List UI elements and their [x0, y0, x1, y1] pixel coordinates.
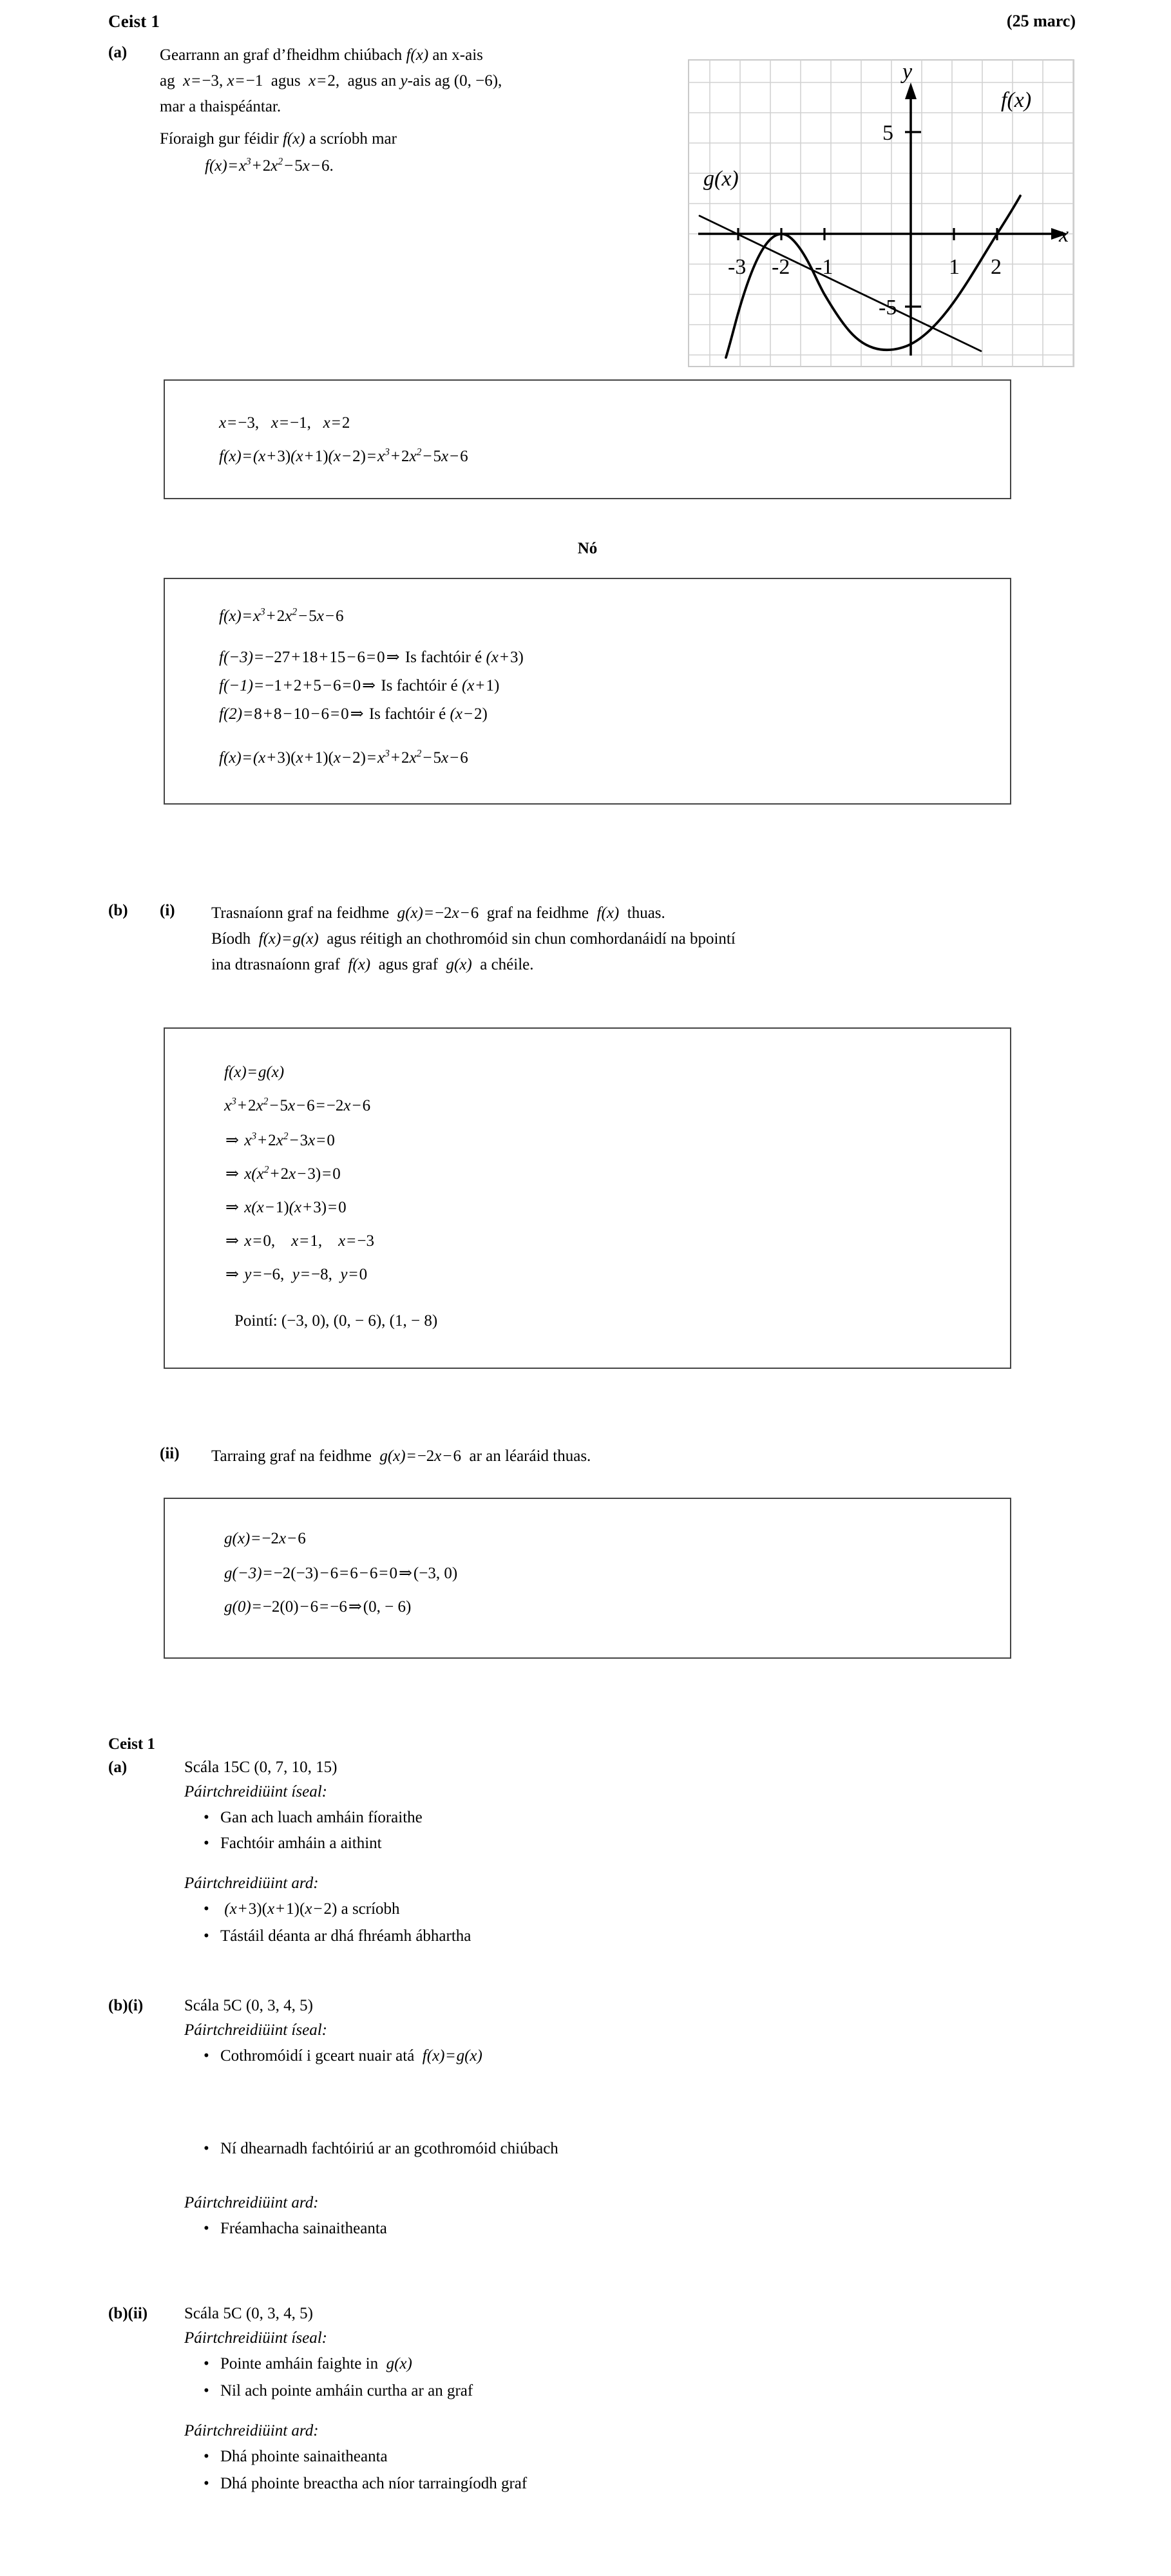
alternative-label-no: Nó	[577, 540, 598, 557]
ms-bullet-text: Dhá phointe breactha ach níor tarraingíodh graf	[220, 2475, 528, 2492]
part-a-line4	[160, 126, 397, 152]
part-b-i-line2: Bíodh f(x)=g(x) agus réitigh an chothromóid sin chun comhordanáidí na bpointí	[211, 930, 736, 948]
page-title: Ceist 1	[108, 12, 160, 31]
ms-scale-a: Scála 15C (0, 7, 10, 15)	[184, 1759, 338, 1776]
f-symbol-2: f	[282, 130, 287, 148]
y-axis-label: y	[902, 60, 913, 84]
fx-arg-2: (x)	[287, 130, 305, 148]
ms-bullet-text: Fachtóir amháin a aithint	[220, 1835, 382, 1852]
ms-bullet-a-low-2	[204, 1835, 382, 1853]
answer-a2-line3: f(−1)=−1+2+5−6=0⇒ Is fachtóir é (x+1)	[219, 677, 500, 694]
ms-bullet-bii-low-2	[204, 2382, 473, 2400]
y-tick-label-5: 5	[882, 121, 893, 145]
bullet-dot-icon: •	[204, 2047, 209, 2065]
g-line-label: g(x)	[703, 167, 739, 191]
part-label-b-i: (i)	[160, 902, 175, 919]
bullet-dot-icon: •	[204, 2475, 209, 2492]
bullet-dot-icon: •	[204, 1900, 209, 1918]
answer-bii-line1: g(x)=−2x−6	[224, 1530, 306, 1547]
x-tick-label--1: -1	[815, 255, 833, 279]
ms-scale-b-i: Scála 5C (0, 3, 4, 5)	[184, 1997, 313, 2014]
answer-bi-line4: ⇒ $x(x^2+2x-3)=0$	[225, 1164, 341, 1183]
ms-bullet-bii-high-1	[204, 2448, 388, 2466]
bullet-dot-icon: •	[204, 2140, 209, 2157]
answer-bi-points: Pointí: (−3, 0), (0, − 6), (1, − 8)	[234, 1312, 438, 1330]
marking-scheme-title: Ceist 1	[108, 1735, 155, 1753]
marks-allocation: (25 marc)	[1006, 12, 1076, 30]
bullet-dot-icon: •	[204, 1835, 209, 1852]
x-axis-label: x	[1059, 223, 1069, 247]
ms-bullet-bi-high-1	[204, 2220, 387, 2238]
fx-arg: (x)	[410, 46, 429, 64]
bullet-dot-icon: •	[204, 2448, 209, 2465]
part-a-line2: ag x=−3, x=−1 agus x=2, agus an y-ais ag (0, −6),	[160, 72, 502, 90]
ms-bullet-text: Ní dhearnadh fachtóiriú ar an gcothromóid chiúbach	[220, 2140, 558, 2157]
part-b-i-line1: Trasnaíonn graf na feidhme g(x)=−2x−6 graf na feidhme f(x) thuas.	[211, 904, 665, 922]
bullet-dot-icon: •	[204, 2355, 209, 2372]
ms-bullet-bi-low-2	[204, 2140, 558, 2158]
part-label-a: (a)	[108, 44, 128, 61]
ms-bullet-bi-low-1: • Cothromóidí i gceart nuair atá f(x)=g(x)	[204, 2047, 482, 2065]
part-label-b-ii: (ii)	[160, 1445, 180, 1462]
answer-bii-line3: g(0)=−2(0)−6=−6⇒(0, − 6)	[224, 1598, 412, 1616]
part-a-line1-text: Gearrann an graf d’fheidhm chiúbach	[160, 46, 406, 64]
ms-low-heading-a: Páirtchreidiüint íseal:	[184, 1783, 327, 1800]
answer-bi-line3: ⇒ $x^3+2x^2-3x=0$	[225, 1131, 335, 1149]
answer-box-b-i	[164, 1027, 1011, 1369]
answer-a2-line5: $f(x)=(x+3)(x+1)(x-2)=x^3+2x^2-5x-6$	[219, 748, 468, 767]
ms-bullet-text: Dhá phointe sainaitheanta	[220, 2448, 388, 2465]
bullet-dot-icon: •	[204, 1927, 209, 1945]
answer-bi-line6: ⇒ x=0, x=1, x=−3	[225, 1232, 374, 1250]
ms-bullet-text: Fréamhacha sainaitheanta	[220, 2220, 387, 2237]
part-a-line3: mar a thaispéántar.	[160, 98, 281, 115]
ms-scale-b-ii: Scála 5C (0, 3, 4, 5)	[184, 2305, 313, 2322]
answer-bi-line7: ⇒ y=−6, y=−8, y=0	[225, 1266, 368, 1283]
answer-bii-line2: g(−3)=−2(−3)−6=6−6=0⇒(−3, 0)	[224, 1565, 458, 1582]
x-tick-label--2: -2	[772, 255, 790, 279]
answer-box-a-first	[164, 379, 1011, 499]
bullet-dot-icon: •	[204, 2220, 209, 2237]
answer-a1-line2: $f(x)=(x+3)(x+1)(x-2)=x^3+2x^2-5x-6$	[219, 446, 468, 465]
ms-bullet-text: Nil ach pointe amháin curtha ar an graf	[220, 2382, 473, 2399]
answer-a2-line2: f(−3)=−27+18+15−6=0⇒ Is fachtóir é (x+3)	[219, 649, 524, 666]
ms-section-label-a: (a)	[108, 1759, 128, 1776]
ms-high-heading-b-ii: Páirtchreidiüint ard:	[184, 2422, 319, 2439]
answer-box-b-ii	[164, 1498, 1011, 1659]
ms-section-label-b-ii: (b)(ii)	[108, 2305, 148, 2322]
answer-a1-line1: x=−3, x=−1, x=2	[219, 414, 350, 432]
part-label-b: (b)	[108, 902, 128, 919]
ms-bullet-text: Gan ach luach amháin fíoraithe	[220, 1809, 423, 1826]
ms-bullet-a-low-1	[204, 1809, 423, 1827]
y-tick-label--5: -5	[879, 296, 897, 320]
ms-high-heading-a: Páirtchreidiüint ard:	[184, 1875, 319, 1892]
answer-bi-line2: $x^3+2x^2-5x-6=-2x-6$	[224, 1096, 371, 1114]
answer-bi-line1: f(x)=g(x)	[224, 1064, 285, 1081]
answer-bi-line5: ⇒ x(x−1)(x+3)=0	[225, 1199, 347, 1216]
part-a-formula: $f(x)=x^3+2x^2-5x-6$.	[205, 156, 334, 175]
ms-high-heading-b-i: Páirtchreidiüint ard:	[184, 2194, 319, 2211]
ms-bullet-text: Tástáil déanta ar dhá fhréamh ábhartha	[220, 1927, 471, 1945]
ms-bullet-a-high-2	[204, 1927, 471, 1945]
answer-box-a-second	[164, 578, 1011, 805]
f-symbol: f	[406, 46, 411, 64]
ms-low-heading-b-ii: Páirtchreidiüint íseal:	[184, 2329, 327, 2347]
part-a-line1-tail: an x-ais	[428, 46, 483, 64]
x-tick-label-1: 1	[949, 255, 960, 279]
part-a-line4-pre: Fíoraigh gur féidir	[160, 130, 283, 148]
ms-bullet-bii-low-1: • Pointe amháin faighte in g(x)	[204, 2355, 412, 2372]
answer-a2-line1: $f(x)=x^3+2x^2-5x-6$	[219, 606, 344, 625]
f-curve-label: f(x)	[1001, 88, 1032, 112]
part-b-ii-line1: Tarraing graf na feidhme g(x)=−2x−6 ar an léaráid thuas.	[211, 1447, 591, 1465]
part-a-line1	[160, 43, 675, 68]
part-b-i-line3: ina dtrasnaíonn graf f(x) agus graf g(x) a chéile.	[211, 956, 534, 973]
function-graph	[688, 59, 1074, 367]
ms-bullet-a-high-1: • (x+3)(x+1)(x−2) a scríobh	[204, 1900, 400, 1918]
x-tick-label--3: -3	[728, 255, 747, 279]
ms-bullet-bii-high-2	[204, 2475, 527, 2493]
x-tick-label-2: 2	[991, 255, 1002, 279]
part-a-line4-post: a scríobh mar	[305, 130, 397, 148]
answer-a2-line4: f(2)=8+8−10−6=0⇒ Is fachtóir é (x−2)	[219, 705, 488, 723]
bullet-dot-icon: •	[204, 2382, 209, 2399]
ms-section-label-b-i: (b)(i)	[108, 1997, 144, 2014]
ms-low-heading-b-i: Páirtchreidiüint íseal:	[184, 2021, 327, 2039]
bullet-dot-icon: •	[204, 1809, 209, 1826]
